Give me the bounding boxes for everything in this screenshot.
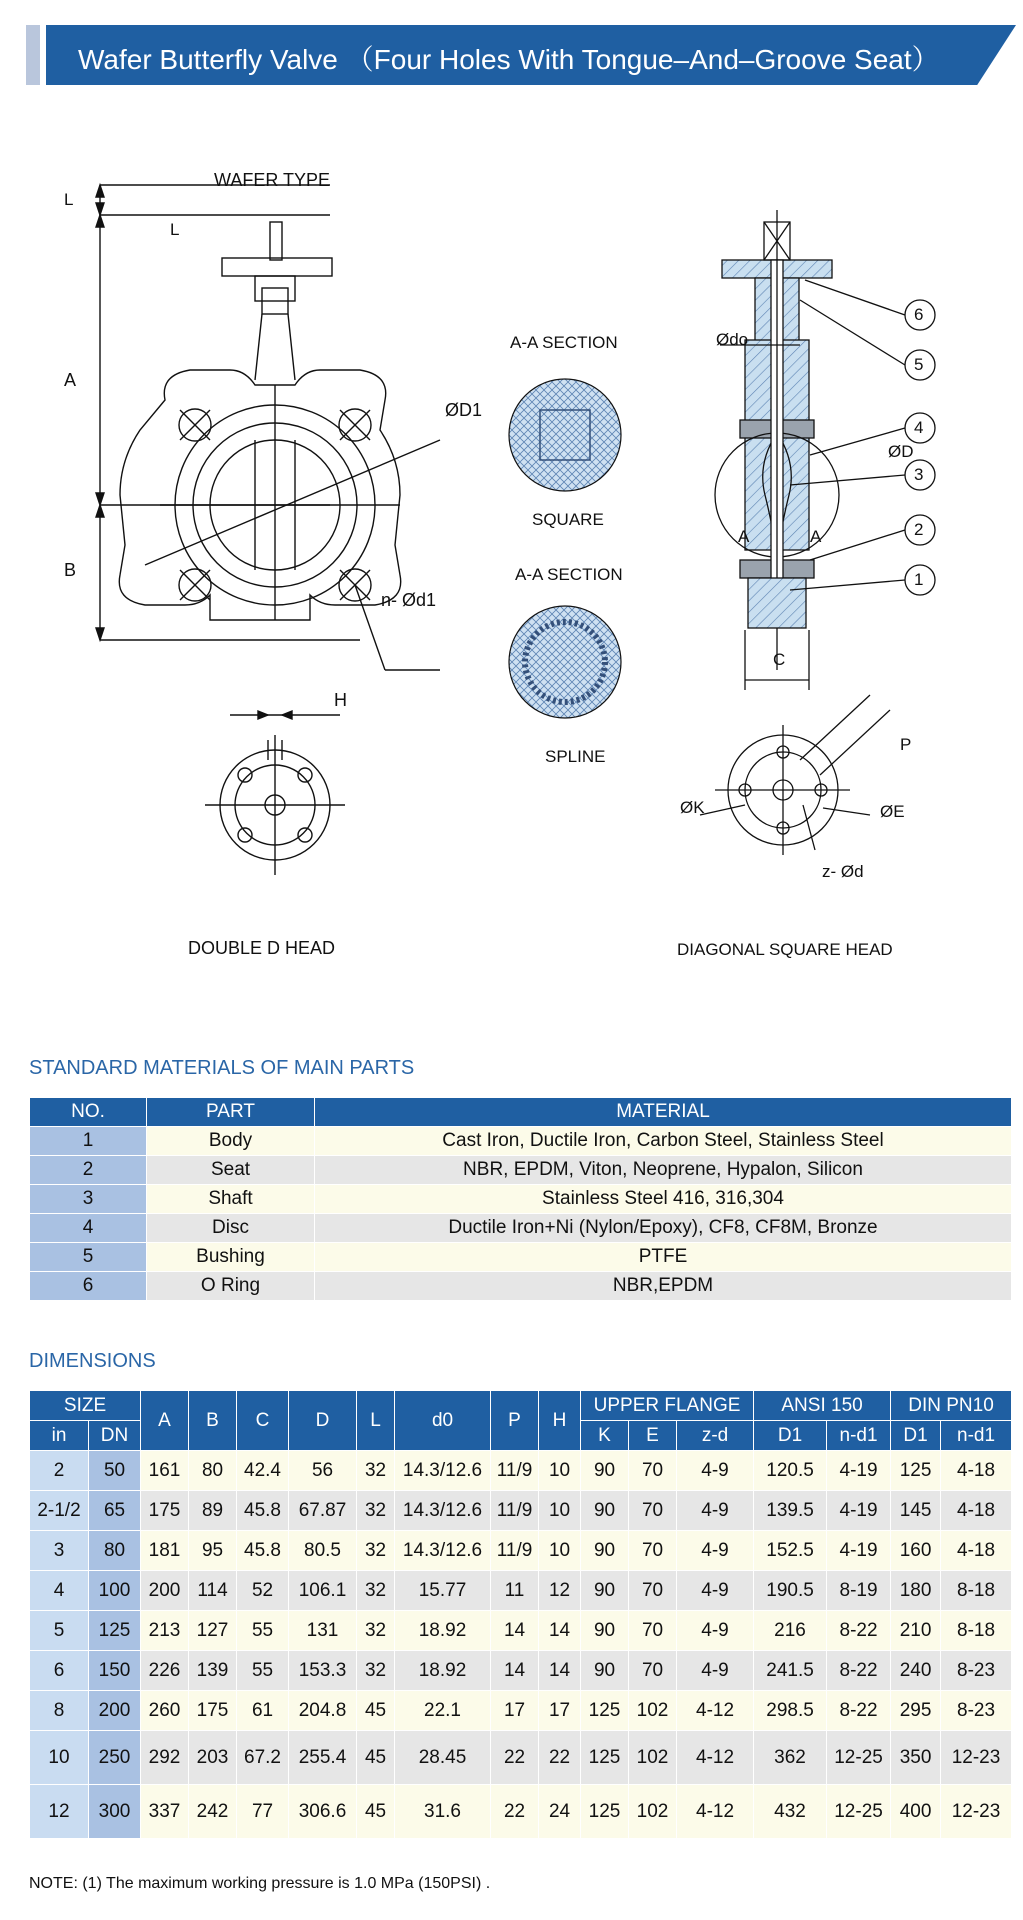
callout-5: 5 [914,355,924,374]
table-cell: 4-12 [677,1785,754,1839]
table-cell: 67.87 [289,1491,357,1531]
table-cell: 4-9 [677,1531,754,1571]
table-cell: 12-23 [941,1731,1012,1785]
table-cell: Ductile Iron+Ni (Nylon/Epoxy), CF8, CF8M, Bronze [315,1214,1012,1243]
table-cell: 45.8 [237,1531,289,1571]
aa-section-label-1: A-A SECTION [510,333,618,352]
table-cell: 203 [189,1731,237,1785]
table-row [30,1451,1012,1491]
double-d-head-label: DOUBLE D HEAD [188,938,336,958]
table-row [30,1691,1012,1731]
table-cell: 32 [357,1611,395,1651]
section-A-left-label: A [738,527,750,546]
table-cell: 45.8 [237,1491,289,1531]
table-cell: 3 [30,1185,147,1214]
table-cell: 4-12 [677,1691,754,1731]
table-cell: 14.3/12.6 [395,1531,491,1571]
table-cell: 8-22 [827,1651,891,1691]
table-cell: 175 [141,1491,189,1531]
table-cell: 10 [539,1531,581,1571]
table-cell: Shaft [147,1185,315,1214]
table-cell: 127 [189,1611,237,1651]
table-cell: 4-18 [941,1531,1012,1571]
table-cell: NBR,EPDM [315,1272,1012,1301]
table-cell: 213 [141,1611,189,1651]
header-d0: d0 [395,1391,491,1451]
header-din-pn10: DIN PN10 [891,1391,1012,1421]
table-cell: 114 [189,1571,237,1611]
table-cell: 100 [89,1571,141,1611]
table-cell: 70 [629,1651,677,1691]
aa-sections [509,379,621,718]
table-cell: 3 [30,1531,89,1571]
table-cell: 153.3 [289,1651,357,1691]
table-cell: 10 [539,1451,581,1491]
table-cell: 55 [237,1611,289,1651]
table-cell: 14 [539,1651,581,1691]
table-cell: 125 [581,1785,629,1839]
header-upper-flange: UPPER FLANGE [581,1391,754,1421]
table-cell: Bushing [147,1243,315,1272]
table-cell: 22.1 [395,1691,491,1731]
table-cell: 11 [491,1571,539,1611]
table-cell: 260 [141,1691,189,1731]
table-cell: 150 [89,1651,141,1691]
table-cell: 298.5 [754,1691,827,1731]
table-cell: 241.5 [754,1651,827,1691]
table-cell: 4 [30,1571,89,1611]
table-cell: 8-23 [941,1651,1012,1691]
table-cell: 145 [891,1491,941,1531]
table-cell: 32 [357,1571,395,1611]
table-cell: 11/9 [491,1451,539,1491]
header-size: SIZE [30,1391,141,1421]
table-cell: 65 [89,1491,141,1531]
table-cell: 61 [237,1691,289,1731]
table-cell: 14.3/12.6 [395,1491,491,1531]
table-cell: 8-22 [827,1691,891,1731]
table-cell: 1 [30,1127,147,1156]
table-cell: 181 [141,1531,189,1571]
header-H: H [539,1391,581,1451]
table-cell: 6 [30,1272,147,1301]
table-cell: 295 [891,1691,941,1731]
table-cell: 90 [581,1451,629,1491]
table-cell: 12-25 [827,1785,891,1839]
table-cell: 4 [30,1214,147,1243]
table-cell: 204.8 [289,1691,357,1731]
table-cell: 22 [491,1731,539,1785]
header-dn: DN [89,1421,141,1451]
table-cell: 5 [30,1243,147,1272]
table-cell: 8 [30,1691,89,1731]
table-cell: 4-12 [677,1731,754,1785]
table-cell: 4-9 [677,1611,754,1651]
table-cell: 77 [237,1785,289,1839]
dim-D-label: ØD [888,442,914,461]
table-cell: 226 [141,1651,189,1691]
header-no: NO. [30,1098,147,1127]
table-cell: 24 [539,1785,581,1839]
table-cell: 11/9 [491,1531,539,1571]
table-cell: 139 [189,1651,237,1691]
table-cell: 8-22 [827,1611,891,1651]
table-cell: 4-18 [941,1451,1012,1491]
table-cell: 32 [357,1531,395,1571]
table-row [30,1156,1012,1185]
table-cell: 14.3/12.6 [395,1451,491,1491]
footnote: NOTE: (1) The maximum working pressure is 1.0 MPa (150PSI) . [29,1875,491,1892]
table-cell: 2-1/2 [30,1491,89,1531]
table-cell: 90 [581,1611,629,1651]
wafer-type-label: WAFER TYPE [214,170,331,190]
header-part: PART [147,1098,315,1127]
table-cell: 12 [30,1785,89,1839]
dimensions-header-row-1 [30,1391,1012,1421]
table-cell: 70 [629,1491,677,1531]
dim-nd1-label: n- Ød1 [381,590,437,610]
table-cell: 80 [89,1531,141,1571]
table-cell: 42.4 [237,1451,289,1491]
header-zd: z-d [677,1421,754,1451]
table-row [30,1127,1012,1156]
table-cell: 50 [89,1451,141,1491]
table-cell: 10 [30,1731,89,1785]
callout-3: 3 [914,465,924,484]
header-material: MATERIAL [315,1098,1012,1127]
table-row [30,1243,1012,1272]
table-cell: 200 [141,1571,189,1611]
dim-L2-label: L [170,220,180,239]
dim-H-label: H [334,690,347,710]
table-cell: 12 [539,1571,581,1611]
table-cell: 102 [629,1731,677,1785]
dim-K-label: ØK [680,798,705,817]
table-cell: 160 [891,1531,941,1571]
technical-drawing [0,150,1023,1000]
header-ansi-nd1: n-d1 [827,1421,891,1451]
table-cell: 5 [30,1611,89,1651]
table-cell: 2 [30,1156,147,1185]
banner-accent-bar [26,25,40,85]
table-cell: 14 [491,1611,539,1651]
dim-D1-label: ØD1 [445,400,483,420]
table-cell: 90 [581,1491,629,1531]
table-cell: 8-23 [941,1691,1012,1731]
table-cell: 45 [357,1731,395,1785]
table-cell: 11/9 [491,1491,539,1531]
header-in: in [30,1421,89,1451]
diagonal-square-head-label: DIAGONAL SQUARE HEAD [677,940,893,959]
dim-C-label: C [773,650,786,669]
table-cell: 4-19 [827,1451,891,1491]
table-cell: 250 [89,1731,141,1785]
table-cell: 125 [89,1611,141,1651]
table-cell: 70 [629,1571,677,1611]
table-cell: 255.4 [289,1731,357,1785]
table-cell: 8-19 [827,1571,891,1611]
table-cell: NBR, EPDM, Viton, Neoprene, Hypalon, Silicon [315,1156,1012,1185]
table-cell: 4-9 [677,1571,754,1611]
table-cell: 210 [891,1611,941,1651]
table-cell: 432 [754,1785,827,1839]
square-label: SQUARE [532,510,604,529]
dimensions-table [29,1390,1012,1839]
dim-do-label: Ødo [716,330,749,349]
table-cell: 18.92 [395,1611,491,1651]
materials-section-title: STANDARD MATERIALS OF MAIN PARTS [29,1057,415,1079]
table-cell: 12-23 [941,1785,1012,1839]
table-cell: 102 [629,1691,677,1731]
header-D: D [289,1391,357,1451]
table-row [30,1611,1012,1651]
dimensions-section-title: DIMENSIONS [29,1350,156,1372]
section-A-right-label: A [810,527,822,546]
table-cell: 125 [891,1451,941,1491]
table-cell: 125 [581,1731,629,1785]
table-cell: 67.2 [237,1731,289,1785]
table-cell: 14 [539,1611,581,1651]
header-C: C [237,1391,289,1451]
table-cell: 56 [289,1451,357,1491]
dim-P-label: P [900,735,912,754]
table-cell: 4-18 [941,1491,1012,1531]
header-din-d1: D1 [891,1421,941,1451]
table-cell: 190.5 [754,1571,827,1611]
table-cell: 350 [891,1731,941,1785]
aa-section-label-2: A-A SECTION [515,565,623,584]
dim-E-label: ØE [880,802,905,821]
dim-B-label: B [64,560,77,580]
callout-1: 1 [914,570,924,589]
table-cell: 28.45 [395,1731,491,1785]
table-cell: 306.6 [289,1785,357,1839]
table-cell: 102 [629,1785,677,1839]
header-e: E [629,1421,677,1451]
table-cell: 242 [189,1785,237,1839]
table-cell: Body [147,1127,315,1156]
title-banner [26,25,1016,85]
table-cell: 4-19 [827,1531,891,1571]
table-cell: 80.5 [289,1531,357,1571]
valve-drawing-svg [0,150,1023,1000]
table-cell: 70 [629,1531,677,1571]
header-A: A [141,1391,189,1451]
table-cell: 2 [30,1451,89,1491]
table-cell: 32 [357,1651,395,1691]
dim-A-label: A [64,370,77,390]
table-cell: 45 [357,1785,395,1839]
table-cell: 45 [357,1691,395,1731]
table-cell: 161 [141,1451,189,1491]
table-row [30,1571,1012,1611]
table-cell: 400 [891,1785,941,1839]
callout-2: 2 [914,520,924,539]
table-row [30,1651,1012,1691]
table-cell: 90 [581,1651,629,1691]
table-cell: 55 [237,1651,289,1691]
table-cell: 52 [237,1571,289,1611]
header-k: K [581,1421,629,1451]
table-cell: 106.1 [289,1571,357,1611]
dim-L-label: L [64,190,74,209]
table-cell: 80 [189,1451,237,1491]
page-title: Wafer Butterfly Valve （Four Holes With Tongue–And–Groove Seat） [78,44,940,75]
header-P: P [491,1391,539,1451]
table-cell: Seat [147,1156,315,1185]
table-cell: 292 [141,1731,189,1785]
table-cell: 4-9 [677,1491,754,1531]
table-cell: 90 [581,1571,629,1611]
table-cell: 89 [189,1491,237,1531]
table-row [30,1531,1012,1571]
table-cell: 22 [539,1731,581,1785]
header-ansi-150: ANSI 150 [754,1391,891,1421]
table-cell: 200 [89,1691,141,1731]
table-cell: 22 [491,1785,539,1839]
table-cell: 8-18 [941,1611,1012,1651]
table-cell: 17 [539,1691,581,1731]
header-din-nd1: n-d1 [941,1421,1012,1451]
table-cell: 32 [357,1491,395,1531]
table-cell: 12-25 [827,1731,891,1785]
table-cell: 152.5 [754,1531,827,1571]
table-row [30,1785,1012,1839]
table-cell: 17 [491,1691,539,1731]
table-cell: 18.92 [395,1651,491,1691]
materials-header-row [30,1098,1012,1127]
table-cell: 32 [357,1451,395,1491]
table-row [30,1185,1012,1214]
table-cell: 70 [629,1611,677,1651]
table-cell: 120.5 [754,1451,827,1491]
table-cell: PTFE [315,1243,1012,1272]
table-cell: 95 [189,1531,237,1571]
table-cell: 240 [891,1651,941,1691]
table-cell: 4-19 [827,1491,891,1531]
callout-4: 4 [914,418,924,437]
table-cell: 362 [754,1731,827,1785]
table-cell: Disc [147,1214,315,1243]
callout-6: 6 [914,305,924,324]
table-cell: 216 [754,1611,827,1651]
header-ansi-d1: D1 [754,1421,827,1451]
table-cell: 131 [289,1611,357,1651]
dim-zd-label: z- Ød [822,862,864,881]
table-cell: 31.6 [395,1785,491,1839]
table-row [30,1214,1012,1243]
table-cell: 14 [491,1651,539,1691]
materials-table [29,1097,1012,1301]
table-cell: 10 [539,1491,581,1531]
table-cell: 15.77 [395,1571,491,1611]
table-cell: 125 [581,1691,629,1731]
table-cell: O Ring [147,1272,315,1301]
table-cell: 4-9 [677,1451,754,1491]
table-cell: 6 [30,1651,89,1691]
table-cell: 90 [581,1531,629,1571]
table-cell: Cast Iron, Ductile Iron, Carbon Steel, Stainless Steel [315,1127,1012,1156]
table-cell: 8-18 [941,1571,1012,1611]
header-L: L [357,1391,395,1451]
table-row [30,1491,1012,1531]
table-cell: 175 [189,1691,237,1731]
table-cell: 4-9 [677,1651,754,1691]
table-cell: 337 [141,1785,189,1839]
spline-label: SPLINE [545,747,606,766]
table-row [30,1731,1012,1785]
table-cell: 300 [89,1785,141,1839]
table-cell: 180 [891,1571,941,1611]
table-cell: Stainless Steel 416, 316,304 [315,1185,1012,1214]
table-row [30,1272,1012,1301]
wafer-body-view [96,185,440,875]
header-B: B [189,1391,237,1451]
table-cell: 70 [629,1451,677,1491]
table-cell: 139.5 [754,1491,827,1531]
